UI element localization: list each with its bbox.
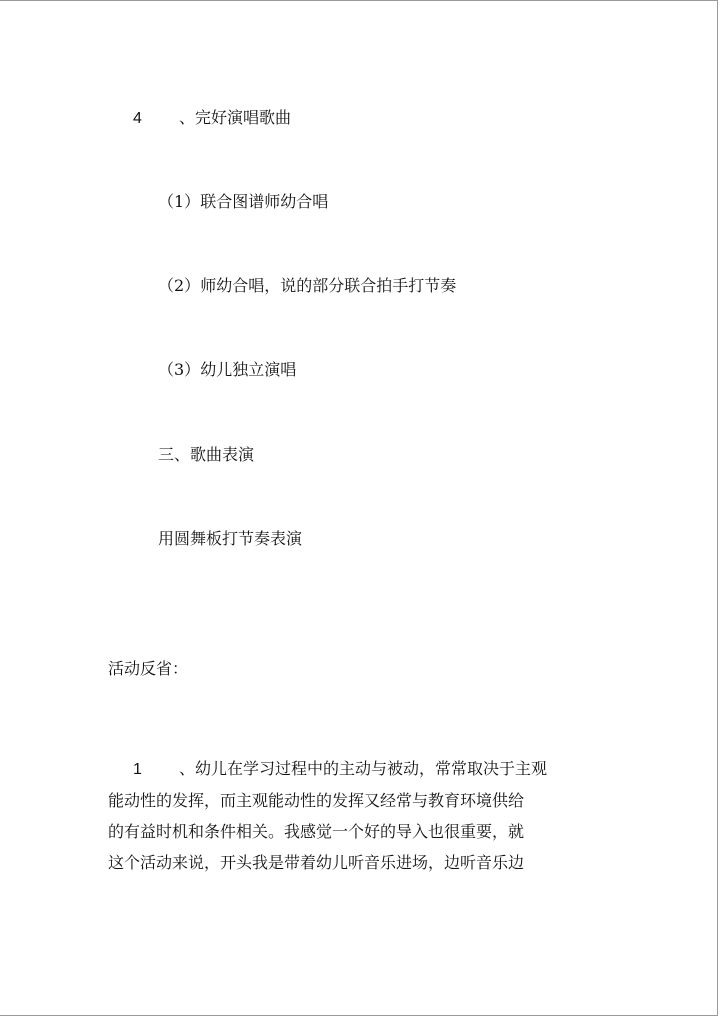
step-4-heading bbox=[133, 108, 291, 129]
paragraph-line-4: 这个活动来说，开头我是带着幼儿听音乐进场，边听音乐边 bbox=[108, 853, 525, 872]
subitem-number: （2） bbox=[158, 276, 201, 295]
paragraph-line-1: 1 、幼儿在学习过程中的主动与被动，常常取决于主观 bbox=[108, 753, 568, 785]
step-number: 4 bbox=[133, 110, 142, 127]
subitem-text: 师幼合唱，说的部分联合拍手打节奏 bbox=[200, 276, 457, 295]
subitem-number: （3） bbox=[158, 360, 201, 379]
section-3-body: 用圆舞板打节奏表演 bbox=[158, 529, 303, 548]
paragraph-line-2: 能动性的发挥，而主观能动性的发挥又经常与教育环境供给 bbox=[108, 791, 525, 810]
paragraph-line-3: 的有益时机和条件相关。我感觉一个好的导入也很重要，就 bbox=[108, 822, 525, 841]
step-title: 、完好演唱歌曲 bbox=[179, 108, 292, 127]
subitem-text: 联合图谱师幼合唱 bbox=[200, 192, 329, 211]
section-3-heading: 三、歌曲表演 bbox=[158, 445, 255, 464]
subitem-3 bbox=[158, 360, 296, 380]
point-number: 1 bbox=[133, 761, 142, 778]
subitem-1 bbox=[158, 192, 328, 212]
reflection-point-1 bbox=[108, 753, 568, 878]
subitem-number: （1） bbox=[158, 192, 201, 211]
subitem-text: 幼儿独立演唱 bbox=[200, 360, 297, 379]
subitem-2 bbox=[158, 276, 456, 296]
reflection-heading: 活动反省： bbox=[108, 659, 189, 678]
